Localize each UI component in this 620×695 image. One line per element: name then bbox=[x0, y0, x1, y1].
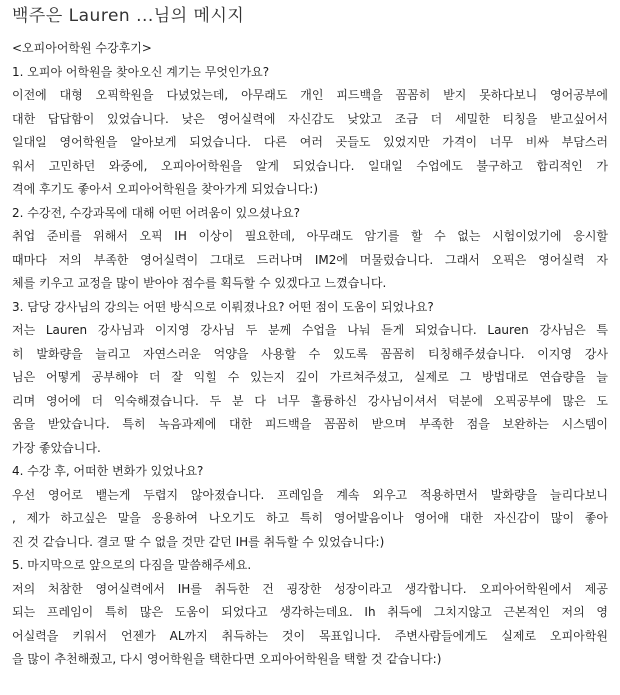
message-line: 체를 키우고 교정을 많이 받아야 점수를 획득할 수 있겠다고 느꼈습니다. bbox=[12, 276, 387, 290]
message-line: 진 것 같습니다. 결코 딸 수 없을 것만 같던 IH를 취득할 수 있었습니다:) bbox=[12, 534, 385, 549]
message-line: 2. 수강전, 수강과목에 대해 어떤 어려움이 있으셨나요? bbox=[12, 205, 300, 220]
message-body bbox=[12, 37, 608, 672]
message-line: 3. 담당 강사님의 강의는 어떤 방식으로 이뤄졌나요? 어떤 점이 도움이 되었나요? bbox=[12, 299, 434, 314]
message-line: 가장 좋았습니다. bbox=[12, 440, 101, 455]
message-line: 일대일 영어학원을 알아보게 되었습니다. 다른 여러 곳들도 있었지만 가격이 너무 비싸 부담스러 bbox=[12, 135, 608, 149]
message-line: 을 많이 추천해줬고, 다시 영어학원을 택한다면 오피아어학원을 택할 것 같습니다:) bbox=[12, 652, 442, 666]
message-title: 백주은 Lauren ...님의 메시지 bbox=[12, 6, 245, 26]
message-line: 때마다 저의 부족한 영어실력이 그대로 드러나며 IM2에 머물렀습니다. 그래서 오픽은 영어실력 자 bbox=[12, 252, 608, 267]
message-line: 저의 처참한 영어실력에서 IH를 취득한 건 굉장한 성장이라고 생각합니다. 오피아어학원에서 제공 bbox=[12, 581, 608, 596]
message-line: 워서 고민하던 와중에, 오피아어학원을 알게 되었습니다. 일대일 수업에도 불구하고 합리적인 가 bbox=[12, 158, 608, 173]
message-line: 리며 영어에 더 익숙해졌습니다. 두 분 다 너무 훌륭하신 강사님이셔서 덕분에 오픽공부에 많은 도 bbox=[12, 393, 608, 408]
message-line: 님은 어떻게 공부해야 더 잘 익힐 수 있는지 깊이 가르쳐주셨고, 실제로 그 방법대로 연습량을 늘 bbox=[12, 370, 608, 384]
message-line: 되는 프레임이 특히 많은 도움이 되었다고 생각하는데요. Ih 취득에 그치지않고 근본적인 저의 영 bbox=[12, 605, 608, 619]
message-line: 격에 후기도 좋아서 오피아어학원을 찾아가게 되었습니다:) bbox=[12, 182, 319, 196]
message-line: 4. 수강 후, 어떠한 변화가 있었나요? bbox=[12, 464, 204, 478]
message-line: 이전에 대형 오픽학원을 다녔었는데, 아무래도 개인 피드백을 꼼꼼히 받지 못하다보니 영어공부에 bbox=[12, 88, 608, 102]
message-line: 히 발화량을 늘리고 자연스러운 억양을 사용할 수 있도록 꼼꼼히 티칭해주셨습니다. 이지영 강사 bbox=[12, 346, 608, 361]
message-line: 5. 마지막으로 앞으로의 다짐을 말씀해주세요. bbox=[12, 558, 252, 572]
message-line: 어실력을 키워서 언젠가 AL까지 취득하는 것이 목표입니다. 주변사람들에게도 실제로 오피아학원 bbox=[12, 628, 608, 643]
message-line: 저는 Lauren 강사님과 이지영 강사님 두 분께 수업을 나눠 듣게 되었습니다. Lauren 강사님은 특 bbox=[12, 323, 608, 337]
message-line: 취업 준비를 위해서 오픽 IH 이상이 필요한데, 아무래도 암기를 할 수 없는 시험이었기에 응시할 bbox=[12, 229, 608, 243]
message-line: 1. 오피아 어학원을 찾아오신 계기는 무엇인가요? bbox=[12, 64, 270, 79]
message-line: 대한 답답함이 있었습니다. 낮은 영어실력에 자신감도 낮았고 조금 더 세밀한 티칭을 받고싶어서 bbox=[12, 111, 608, 126]
message-line: <오피아어학원 수강후기> bbox=[12, 41, 152, 55]
message-line: 우선 영어로 뱉는게 두렵지 않아졌습니다. 프레임을 계속 외우고 적용하면서 발화량을 늘리다보니 bbox=[12, 487, 608, 502]
message-line: , 제가 하고싶은 말을 응용하여 나오기도 하고 특히 영어발음이나 영어애 대한 자신감이 많이 좋아 bbox=[12, 511, 608, 525]
message-line: 움을 받았습니다. 특히 녹음과제에 대한 피드백을 꼼꼼히 받으며 부족한 점을 보완하는 시스템이 bbox=[12, 417, 608, 431]
